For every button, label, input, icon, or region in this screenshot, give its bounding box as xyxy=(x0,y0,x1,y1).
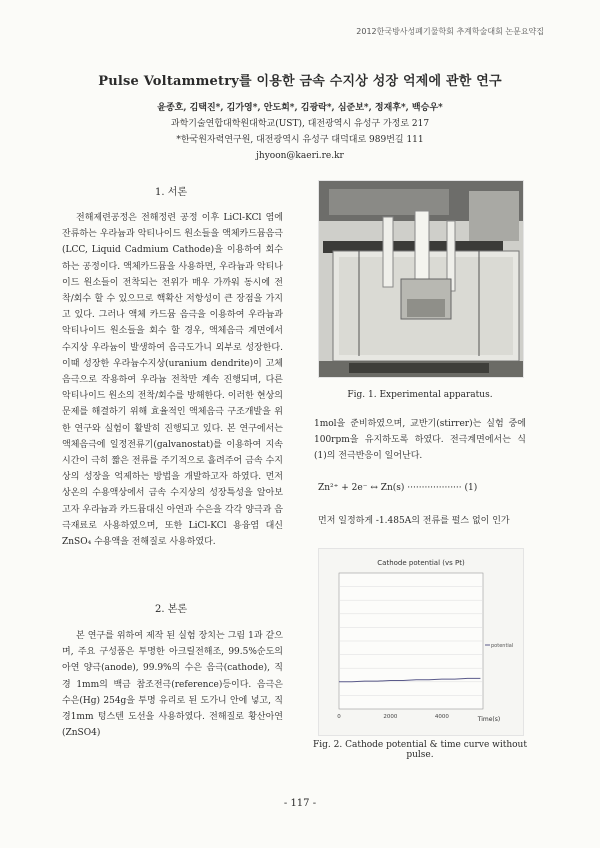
author-block xyxy=(0,100,600,164)
running-header: 2012한국방사성폐기물학회 추계학술대회 논문요약집 xyxy=(356,27,544,36)
author-email: jhyoon@kaeri.re.kr xyxy=(256,151,344,161)
affiliation-1: 과학기술연합대학원대학교(UST), 대전광역시 유성구 가정로 217 xyxy=(170,119,430,129)
intro-heading: 1. 서론 xyxy=(154,187,188,198)
figure-1-photo xyxy=(318,180,524,378)
equation-1: Zn²⁺ + 2e⁻ ↔ Zn(s) ··················· (1) xyxy=(318,483,478,493)
page-number: - 117 - xyxy=(283,798,317,809)
chart-title: Cathode potential (vs Pt) xyxy=(377,559,465,567)
right-text xyxy=(314,416,526,468)
author-names: 윤종호, 김택진*, 김가영*, 안도희*, 김광락*, 심준보*, 정재후*, 백승우* xyxy=(157,103,443,113)
chart-x-label: Time(s) xyxy=(477,716,501,723)
apparatus-illustration xyxy=(319,181,523,377)
body-paragraph: 본 연구를 위하여 제작 된 실험 장치는 그림 1과 같으며, 주요 구성품은 투명한 아크릴전해조, 99.5%순도의 아연 양극(anode), 99.9%의 수은 음극(cathode), 직경 1mm의 백금 참조전극(reference)등이다. 음극은 수은(Hg) 254g을 투명 유리로 된 도가니 안에 넣고, 직경1mm 텅스텐 도선을 사용하였다. 전해질로 황산아연(ZnSO4) xyxy=(62,631,283,739)
right-paragraph: 1mol을 준비하였으며, 교반기(stirrer)는 실험 중에 100rpm을 유지하도록 하였다. 전극계면에서는 식 (1)의 전극반응이 일어난다. xyxy=(314,419,526,462)
affiliation-2: *한국원자력연구원, 대전광역시 유성구 대덕대로 989번길 111 xyxy=(176,135,424,145)
after-equation-paragraph: 먼저 일정하게 -1.485A의 전류를 펄스 없이 인가 xyxy=(318,516,510,526)
figure-1-caption: Fig. 1. Experimental apparatus. xyxy=(347,390,493,400)
body-heading: 2. 본론 xyxy=(154,604,188,615)
legend-entry-potential: potential xyxy=(491,643,514,649)
after-equation-text xyxy=(318,513,530,529)
figure-2-caption: Fig. 2. Cathode potential & time curve without pulse. xyxy=(313,740,527,760)
x-tick-label: 4000 xyxy=(434,714,449,720)
x-tick-label: 2000 xyxy=(383,714,398,720)
potential-chart xyxy=(319,549,523,735)
body-text xyxy=(62,628,283,758)
intro-paragraph: 전해제련공정은 전해정련 공정 이후 LiCl-KCl 염에 잔류하는 우라늄과 악티나이드 원소들을 액체카드뮴음극(LCC, Liquid Cadmium Cathode)을 이용하여 회수하는 공정이다. 액체카드뮴을 사용하면, 우라늄과 악티나이드 원소들이 전착되는 전위가 매우 가까워 동시에 전착/회수 할 수 있으므로 핵확산 저항성이 큰 장점을 가지고 있다. 그러나 액체 카드뮴 음극을 이용하여 우라늄과 악티나이드 원소들을 회수 할 경우, 액체음극 계면에서 수지상 우라늄이 발생하여 음극도가니 외부로 성장한다. 이때 성장한 우라늄수지상(uranium dendrite)이 고체음극으로 작용하여 우라늄 전착만 계속 진행되며, 다른 악티나이드 원소의 전착/회수를 방해한다. 이러한 현상의 문제를 해결하기 위해 효율적인 액체음극 구조개발을 위한 연구와 실험이 활발히 진행되고 있다. 본 연구에서는 액체음극에 일정전류기(galvanostat)를 이용하여 지속시간이 극히 짧은 전류를 주기적으로 흘려주어 금속 수지상의 성장을 억제하는 방법을 개발하고자 하였다. 먼저 상온의 수용액상에서 금속 수지상의 성장특성을 알아보고자 우라늄과 카드뮴대신 아연과 수은을 각각 양극과 음극재료로 사용하였으며, 또한 LiCl-KCl 용융염 대신 ZnSO₄ 수용액을 전해질로 사용하였다. xyxy=(62,213,283,548)
paper-title: Pulse Voltammetry를 이용한 금속 수지상 성장 억제에 관한 연구 xyxy=(98,74,502,89)
figure-2-chart xyxy=(318,548,524,736)
intro-text xyxy=(62,210,283,590)
x-tick-label: 0 xyxy=(337,714,341,720)
